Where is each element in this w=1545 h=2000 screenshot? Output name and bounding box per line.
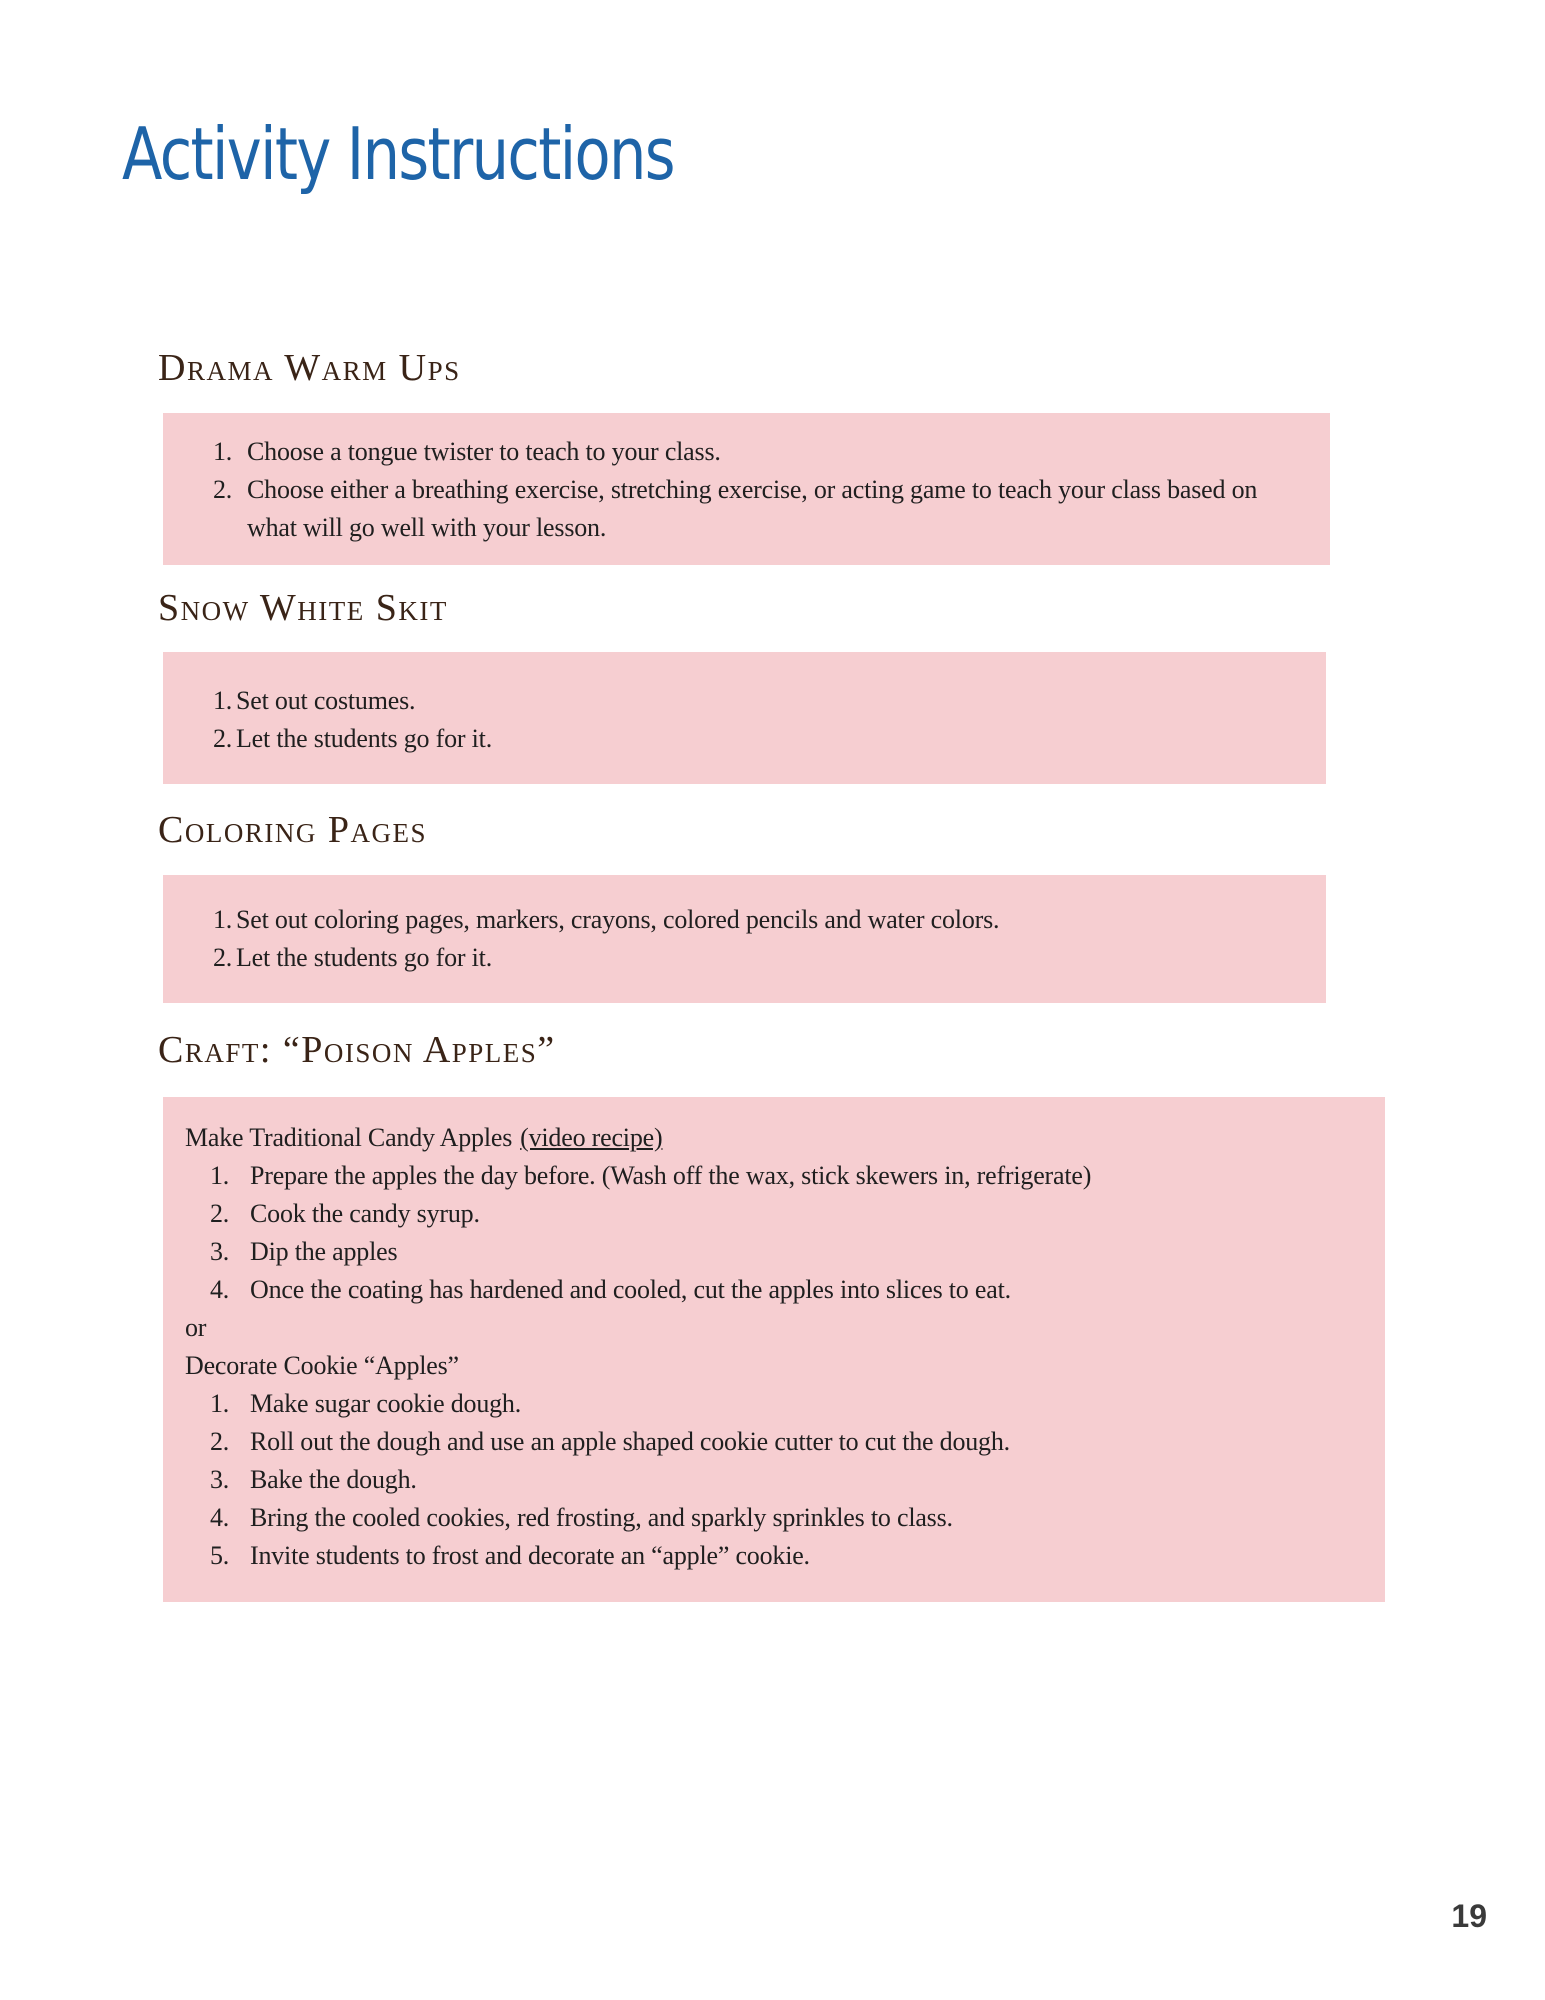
- list-item-text: Set out coloring pages, markers, crayons, colored pencils and water colors.: [236, 905, 1000, 934]
- section-heading-coloring-pages: Coloring Pages: [158, 809, 427, 851]
- list-item-number: 2.: [213, 943, 233, 972]
- list-item: [213, 471, 1312, 547]
- list-item-text: Bring the cooled cookies, red frosting, and sparkly sprinkles to class.: [250, 1503, 953, 1532]
- list-item: [185, 1233, 1367, 1271]
- list-item-number: 3.: [210, 1465, 230, 1494]
- list-item-text: Let the students go for it.: [236, 943, 492, 972]
- list-item-number: 1.: [213, 437, 233, 466]
- list-item: [185, 1271, 1367, 1309]
- list-item: [185, 1195, 1367, 1233]
- candy-apples-intro: [185, 1119, 1367, 1157]
- list-item: [185, 1461, 1367, 1499]
- section-heading-craft-poison-apples: Craft: “Poison Apples”: [158, 1029, 556, 1071]
- list-item-text: Prepare the apples the day before. (Wash off the wax, stick skewers in, refrigerate): [250, 1161, 1092, 1190]
- page-title: Activity Instructions: [122, 112, 674, 196]
- list-item-number: 1.: [210, 1389, 230, 1418]
- list-item-text: Choose either a breathing exercise, stretching exercise, or acting game to teach your class based on what will go well with your lesson.: [247, 475, 1258, 542]
- list-item: [213, 682, 1308, 720]
- video-recipe-link[interactable]: (video recipe): [520, 1123, 663, 1152]
- list-item-text: Make sugar cookie dough.: [250, 1389, 522, 1418]
- list-item-text: Dip the apples: [250, 1237, 398, 1266]
- list-item-text: Choose a tongue twister to teach to your class.: [247, 437, 721, 466]
- list-item-number: 1.: [213, 905, 233, 934]
- list-item-text: Cook the candy syrup.: [250, 1199, 480, 1228]
- list-item: [213, 433, 1312, 471]
- list-item-text: Set out costumes.: [236, 686, 416, 715]
- page-number: 19: [1451, 1898, 1487, 1934]
- list-item: [185, 1385, 1367, 1423]
- list-item: [185, 1423, 1367, 1461]
- candy-apples-intro-text: Make Traditional Candy Apples: [185, 1123, 513, 1152]
- list-item-number: 1.: [213, 686, 233, 715]
- list-item: [185, 1537, 1367, 1575]
- or-label: or: [185, 1313, 207, 1342]
- list-item-text: Bake the dough.: [250, 1465, 417, 1494]
- list-item-number: 2.: [210, 1427, 230, 1456]
- list-item: [185, 1157, 1367, 1195]
- snow-white-skit-box: [163, 652, 1326, 784]
- list-item-number: 1.: [210, 1161, 230, 1190]
- list-item-number: 4.: [210, 1503, 230, 1532]
- list-item-text: Let the students go for it.: [236, 724, 492, 753]
- list-item-number: 2.: [213, 724, 233, 753]
- list-item-number: 5.: [210, 1541, 230, 1570]
- list-item-number: 2.: [210, 1199, 230, 1228]
- list-item: [213, 901, 1308, 939]
- cookie-apples-subtitle: Decorate Cookie “Apples”: [185, 1351, 459, 1380]
- list-item-number: 2.: [213, 475, 233, 504]
- list-item-text: Once the coating has hardened and cooled, cut the apples into slices to eat.: [250, 1275, 1011, 1304]
- list-item-number: 4.: [210, 1275, 230, 1304]
- list-item: [213, 720, 1308, 758]
- list-item-text: Roll out the dough and use an apple shaped cookie cutter to cut the dough.: [250, 1427, 1010, 1456]
- list-item-text: Invite students to frost and decorate an “apple” cookie.: [250, 1541, 810, 1570]
- list-item-number: 3.: [210, 1237, 230, 1266]
- list-item: [213, 939, 1308, 977]
- section-heading-drama-warm-ups: Drama Warm Ups: [158, 347, 461, 389]
- craft-poison-apples-box: [163, 1097, 1385, 1602]
- drama-warm-ups-box: [163, 413, 1330, 565]
- section-heading-snow-white-skit: Snow White Skit: [158, 587, 448, 629]
- list-item: [185, 1499, 1367, 1537]
- coloring-pages-box: [163, 875, 1326, 1003]
